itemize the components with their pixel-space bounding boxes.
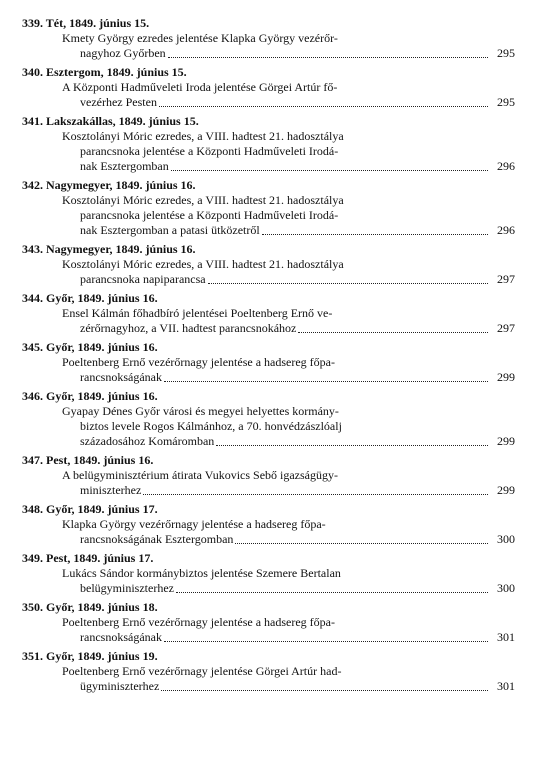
description-line: A Központi Hadműveleti Iroda jelentése Görgei Artúr fő- <box>62 80 338 94</box>
dot-leader <box>208 283 488 284</box>
entry-heading: 345. Győr, 1849. június 16. <box>22 340 158 354</box>
description-last-line <box>80 532 519 547</box>
description-line-text: belügyminiszterhez <box>80 581 174 595</box>
description-last-line <box>80 679 519 694</box>
entry-description <box>22 566 519 596</box>
description-line: Klapka György vezérőrnagy jelentése a hadsereg főpa- <box>62 517 326 531</box>
description-last-line <box>80 159 519 174</box>
toc-entry <box>22 389 519 449</box>
entry-heading: 351. Győr, 1849. június 19. <box>22 649 158 663</box>
description-line-text: miniszterhez <box>80 483 142 497</box>
toc-entry <box>22 600 519 645</box>
description-line-text: nagyhoz Győrben <box>80 46 166 60</box>
entry-heading: 346. Győr, 1849. június 16. <box>22 389 158 403</box>
description-line-text: rancsnokságának <box>80 630 162 644</box>
toc-entry <box>22 551 519 596</box>
description-line: Ensel Kálmán főhadbíró jelentései Poeltenberg Ernő ve- <box>62 306 333 320</box>
page-number: 299 <box>497 434 515 448</box>
description-line: Kosztolányi Móric ezredes, a VIII. hadtest 21. hadosztálya <box>62 193 344 207</box>
description-last-line <box>80 223 519 238</box>
toc-entry <box>22 340 519 385</box>
description-line: Lukács Sándor kormánybiztos jelentése Szemere Bertalan <box>62 566 341 580</box>
dot-leader <box>143 494 488 495</box>
description-line: Kmety György ezredes jelentése Klapka György vezérőr- <box>62 31 338 45</box>
description-last-line <box>80 581 519 596</box>
entry-description <box>22 517 519 547</box>
page-number: 297 <box>497 272 515 286</box>
dot-leader <box>298 332 488 333</box>
dot-leader <box>159 106 488 107</box>
entry-heading: 344. Győr, 1849. június 16. <box>22 291 158 305</box>
dot-leader <box>262 234 488 235</box>
entry-heading: 340. Esztergom, 1849. június 15. <box>22 65 187 79</box>
description-line-text: rancsnokságának Esztergomban <box>80 532 234 546</box>
entry-heading: 349. Pest, 1849. június 17. <box>22 551 154 565</box>
toc-entry <box>22 16 519 61</box>
entry-heading: 348. Győr, 1849. június 17. <box>22 502 158 516</box>
entry-heading: 350. Győr, 1849. június 18. <box>22 600 158 614</box>
entry-description <box>22 404 519 449</box>
entry-description <box>22 664 519 694</box>
page-number: 299 <box>497 483 515 497</box>
page-number: 300 <box>497 532 515 546</box>
description-line-text: századosához Komáromban <box>80 434 215 448</box>
description-last-line <box>80 483 519 498</box>
dot-leader <box>164 381 488 382</box>
description-line: Poeltenberg Ernő vezérőrnagy jelentése a hadsereg főpa- <box>62 615 335 629</box>
description-last-line <box>80 321 519 336</box>
description-line: Poeltenberg Ernő vezérőrnagy jelentése a hadsereg főpa- <box>62 355 335 369</box>
entry-description <box>22 129 519 174</box>
entry-description <box>22 31 519 61</box>
page-number: 301 <box>497 630 515 644</box>
description-line: Gyapay Dénes Győr városi és megyei helyettes kormány- <box>62 404 339 418</box>
description-last-line <box>80 434 519 449</box>
entry-description <box>22 468 519 498</box>
entry-heading: 347. Pest, 1849. június 16. <box>22 453 154 467</box>
entry-heading: 339. Tét, 1849. június 15. <box>22 16 150 30</box>
dot-leader <box>171 170 488 171</box>
description-line: biztos levele Rogos Kálmánhoz, a 70. honvédzászlóalj <box>80 419 342 433</box>
toc-entry <box>22 649 519 694</box>
dot-leader <box>235 543 488 544</box>
description-line-text: nak Esztergomban a patasi ütközetről <box>80 223 260 237</box>
description-line: parancsnoka jelentése a Központi Hadműveleti Irodá- <box>80 144 339 158</box>
description-line-text: zérőrnagyhoz, a VII. hadtest parancsnokához <box>80 321 297 335</box>
page-number: 297 <box>497 321 515 335</box>
entry-heading: 342. Nagymegyer, 1849. június 16. <box>22 178 196 192</box>
page-number: 300 <box>497 581 515 595</box>
entry-description <box>22 193 519 238</box>
entry-heading: 341. Lakszakállas, 1849. június 15. <box>22 114 199 128</box>
description-line-text: vezérhez Pesten <box>80 95 157 109</box>
toc-entry <box>22 453 519 498</box>
page-number: 295 <box>497 46 515 60</box>
description-last-line <box>80 630 519 645</box>
dot-leader <box>216 445 488 446</box>
page-number: 295 <box>497 95 515 109</box>
description-line: A belügyminisztérium átirata Vukovics Sebő igazságügy- <box>62 468 338 482</box>
entry-description <box>22 257 519 287</box>
entry-description <box>22 355 519 385</box>
page-number: 301 <box>497 679 515 693</box>
description-line: parancsnoka jelentése a Központi Hadműveleti Irodá- <box>80 208 339 222</box>
dot-leader <box>176 592 488 593</box>
description-line-text: nak Esztergomban <box>80 159 169 173</box>
dot-leader <box>161 690 488 691</box>
toc-entry <box>22 291 519 336</box>
entry-description <box>22 306 519 336</box>
description-line: Kosztolányi Móric ezredes, a VIII. hadtest 21. hadosztálya <box>62 257 344 271</box>
description-line: Kosztolányi Móric ezredes, a VIII. hadtest 21. hadosztálya <box>62 129 344 143</box>
page-number: 299 <box>497 370 515 384</box>
description-line-text: rancsnokságának <box>80 370 162 384</box>
toc-entry <box>22 178 519 238</box>
description-last-line <box>80 370 519 385</box>
description-line: Poeltenberg Ernő vezérőrnagy jelentése Görgei Artúr had- <box>62 664 342 678</box>
description-last-line <box>80 272 519 287</box>
dot-leader <box>168 57 488 58</box>
description-last-line <box>80 46 519 61</box>
toc-entry <box>22 65 519 110</box>
toc-entry <box>22 502 519 547</box>
toc-entry <box>22 114 519 174</box>
page-number: 296 <box>497 159 515 173</box>
entry-heading: 343. Nagymegyer, 1849. június 16. <box>22 242 196 256</box>
description-line-text: ügyminiszterhez <box>80 679 160 693</box>
page-number: 296 <box>497 223 515 237</box>
entry-description <box>22 615 519 645</box>
description-last-line <box>80 95 519 110</box>
entry-description <box>22 80 519 110</box>
description-line-text: parancsnoka napiparancsa <box>80 272 206 286</box>
dot-leader <box>164 641 488 642</box>
toc-entry <box>22 242 519 287</box>
